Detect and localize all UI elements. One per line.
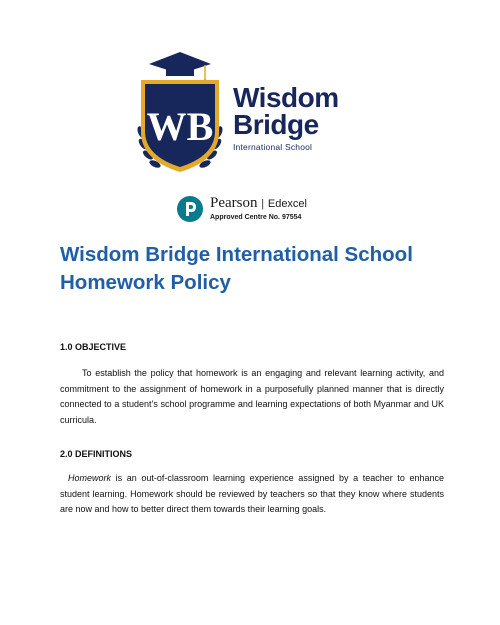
logo-monogram: WB — [146, 104, 214, 149]
definition-text: is an out-of-classroom learning experience assigned by a teacher to enhance student learning. Homework should be reviewed by teachers so that they know where students are now and how to better direct them towards their learning goals. — [60, 473, 444, 514]
title-line2: Homework Policy — [60, 271, 231, 294]
pearson-name: Pearson — [210, 195, 258, 211]
pearson-name-row — [210, 195, 307, 212]
definition-term: Homework — [68, 473, 112, 483]
section-heading-definitions: 2.0 DEFINITIONS — [60, 449, 133, 459]
brand-wordmark — [233, 84, 339, 152]
document-title — [60, 241, 480, 297]
brand-name-line2: Bridge — [233, 109, 319, 140]
pearson-program: Edexcel — [267, 198, 307, 210]
approved-centre-number: Approved Centre No. 97554 — [210, 214, 302, 221]
brand-name-line1: Wisdom — [233, 82, 339, 113]
title-line1: Wisdom Bridge International School — [60, 243, 413, 266]
section-heading-objective: 1.0 OBJECTIVE — [60, 342, 127, 352]
pearson-badge — [176, 193, 376, 229]
school-logo — [133, 40, 373, 190]
brand-subtitle: International School — [233, 142, 313, 152]
pearson-p-icon — [176, 195, 204, 223]
section-body-objective: To establish the policy that homework is an engaging and relevant learning activity, and commitment to the assignment of homework in a purposefully planned manner that is directly connected to a student’s school programme and learning expectations of both Myanmar and UK curricula. — [60, 368, 444, 425]
section-body-definitions — [60, 471, 444, 518]
pearson-separator: | — [261, 198, 265, 210]
